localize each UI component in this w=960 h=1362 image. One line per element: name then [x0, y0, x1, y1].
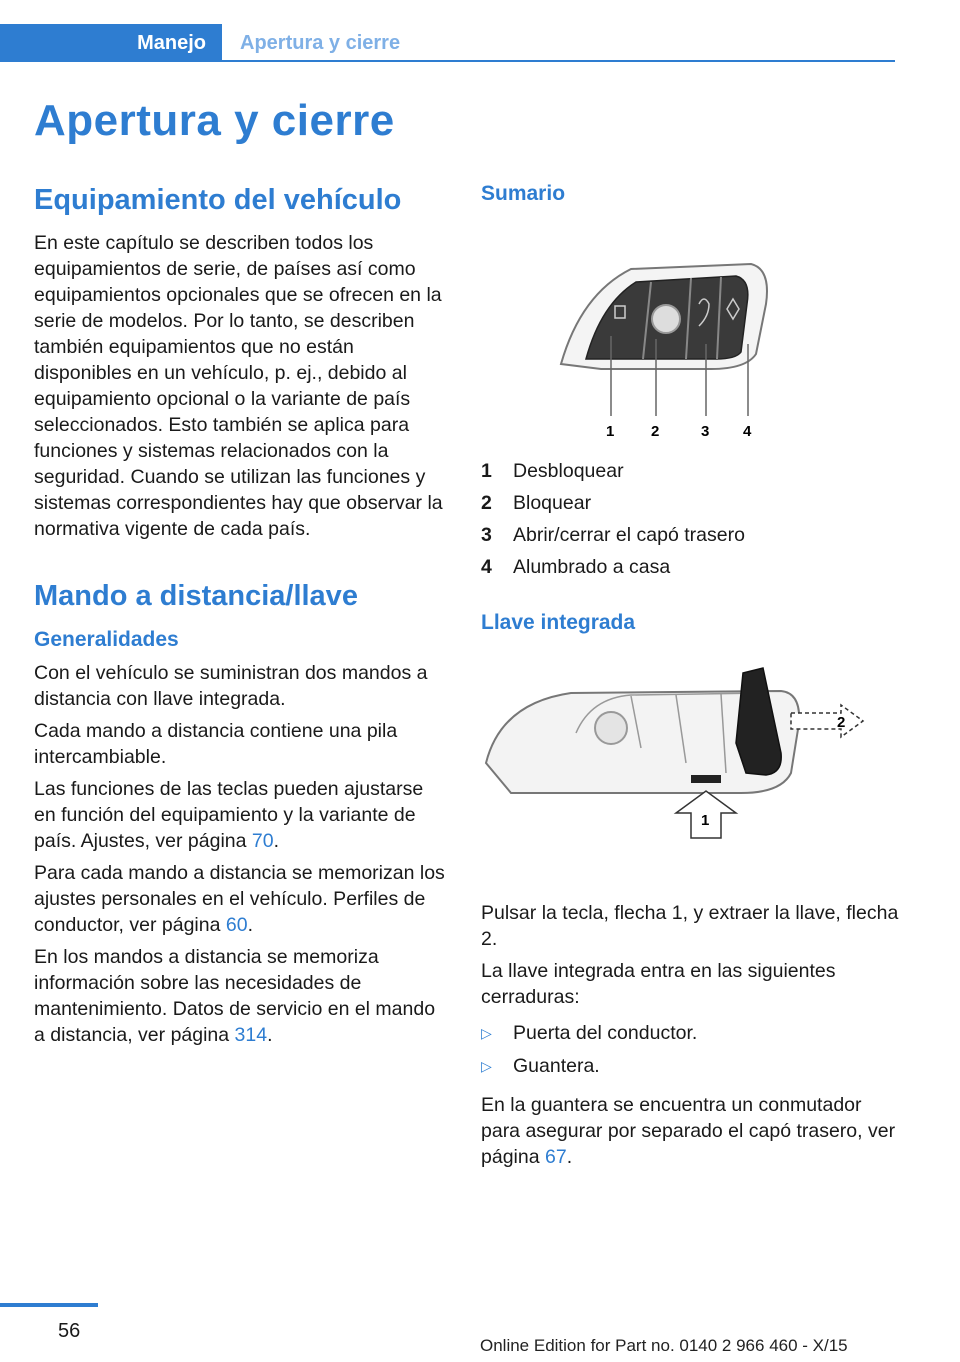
- right-column: [481, 180, 901, 1176]
- tab-apertura-y-cierre[interactable]: Apertura y cierre: [240, 32, 401, 54]
- chapter-title: Apertura y cierre: [34, 96, 395, 145]
- left-column: [34, 180, 450, 1054]
- section-title-sumario: Sumario: [481, 182, 566, 205]
- page-link-60[interactable]: 60: [225, 914, 248, 936]
- fig-label-4: 4: [743, 423, 752, 440]
- section-title-mando: Mando a distancia/llave: [34, 580, 358, 612]
- legend-item: 4 Alumbrado a casa: [481, 556, 671, 578]
- arrow-2-icon: [791, 705, 863, 737]
- footer-rule: [0, 1303, 98, 1307]
- header-rule: [222, 60, 895, 62]
- bmw-logo-icon: [595, 712, 627, 744]
- legend-item: 2 Bloquear: [481, 492, 592, 514]
- paragraph: La llave integrada entra en las siguientes cerraduras:: [481, 960, 836, 1008]
- fig-label-2: 2: [651, 423, 660, 440]
- page-number: 56: [58, 1320, 81, 1342]
- section-title-equipamiento: Equipamiento del vehículo: [34, 184, 402, 216]
- release-button: [691, 775, 721, 783]
- header-tabs: [0, 24, 895, 62]
- section-title-llave-integrada: Llave integrada: [481, 611, 636, 634]
- fig-label-3: 3: [701, 423, 710, 440]
- paragraph: Las funciones de las teclas pueden ajustarse en función del equipamiento y la variante de país. Ajustes, ver página 70.: [34, 778, 424, 852]
- fig-label-2: 2: [837, 714, 846, 731]
- list-item: ▷ Puerta del conductor.: [481, 1021, 698, 1044]
- mechanical-key-icon: [736, 668, 781, 775]
- bmw-logo-icon: [652, 305, 680, 333]
- paragraph: En los mandos a distancia se memoriza información sobre las necesidades de mantenimiento. Datos de servicio en el mando a distancia, ver página 314.: [34, 946, 436, 1046]
- legend-item: 1 Desbloquear: [481, 460, 624, 482]
- page-link-70[interactable]: 70: [251, 830, 274, 852]
- subsection-title-generalidades: Generalidades: [34, 628, 179, 651]
- page-link-67[interactable]: 67: [544, 1146, 567, 1168]
- page-link-314[interactable]: 314: [234, 1024, 268, 1046]
- edition-note: Online Edition for Part no. 0140 2 966 460 - X/15: [480, 1336, 848, 1355]
- fig-label-1: 1: [701, 812, 710, 829]
- key-fob-illustration: [541, 244, 781, 444]
- paragraph: Con el vehículo se suministran dos mandos a distancia con llave integrada.: [34, 662, 428, 710]
- tab-manejo[interactable]: Manejo: [0, 24, 222, 62]
- triangle-bullet-icon: ▷: [481, 1024, 492, 1041]
- list-item: ▷ Guantera.: [481, 1054, 600, 1077]
- fig-label-1: 1: [606, 423, 615, 440]
- legend-item: 3 Abrir/cerrar el capó trasero: [481, 524, 745, 546]
- paragraph: Pulsar la tecla, flecha 1, y extraer la llave, flecha 2.: [481, 902, 899, 950]
- integrated-key-illustration: [481, 663, 901, 863]
- triangle-bullet-icon: ▷: [481, 1057, 492, 1074]
- paragraph: En la guantera se encuentra un conmutador para asegurar por separado el capó trasero, ver página 67.: [481, 1094, 896, 1168]
- bullet-list: [481, 1016, 901, 1082]
- button-legend: [481, 455, 901, 583]
- paragraph: Cada mando a distancia contiene una pila intercambiable.: [34, 720, 398, 768]
- paragraph: Para cada mando a distancia se memorizan los ajustes personales en el vehículo. Perfiles de conductor, ver página 60.: [34, 862, 445, 936]
- equipamiento-text: En este capítulo se describen todos los equipamientos de serie, de países así como equipamientos opcionales que se ofrecen en la serie de modelos. Por lo tanto, se describen también equipamientos que no están disponibles en un vehículo, p. ej., debido al equipamiento opcional o la variante de país seleccionados. Esto también se aplica para funciones y sistemas relacionados con la seguridad. Cuando se utilizan las funciones y sistemas correspondientes hay que observar la normativa vigente de cada país.: [34, 232, 443, 540]
